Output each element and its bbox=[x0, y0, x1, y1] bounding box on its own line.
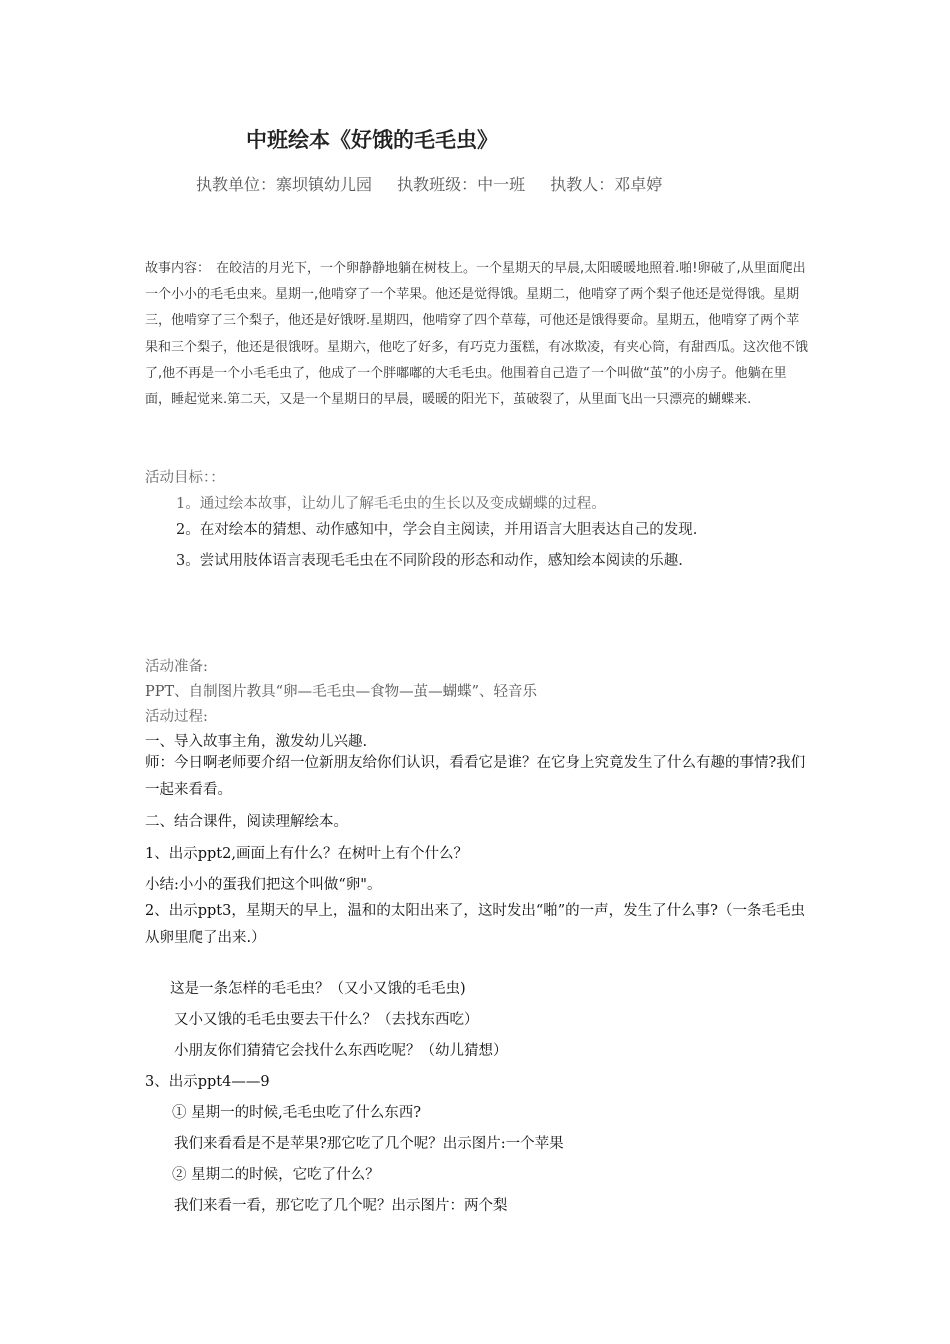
slide-2-question: 1、出示ppt2,画面上有什么？在树叶上有个什么？ bbox=[145, 846, 468, 862]
goal-item-3: 3。尝试用肢体语言表现毛毛虫在不同阶段的形态和动作，感知绘本阅读的乐趣. bbox=[176, 553, 683, 569]
page-title: 中班绘本《好饿的毛毛虫》 bbox=[246, 127, 498, 152]
goal-item-2: 2。在对绘本的猜想、动作感知中，学会自主阅读，并用语言大胆表达自己的发现. bbox=[176, 522, 698, 538]
slide-2-summary: 小结:小小的蛋我们把这个叫做“卵"。 bbox=[145, 877, 382, 893]
story-label: 故事内容： bbox=[145, 261, 211, 276]
question-2: 又小又饿的毛毛虫要去干什么？（去找东西吃） bbox=[174, 1012, 479, 1028]
goal-item-1: 1。通过绘本故事，让幼儿了解毛毛虫的生长以及变成蝴蝶的过程。 bbox=[176, 496, 606, 512]
lesson-meta bbox=[196, 172, 682, 195]
story-text: 在皎洁的月光下，一个卵静静地躺在树枝上。一个星期天的早晨,太阳暖暖地照着.啪!卵破了,从里面爬出一个小小的毛毛虫来。星期一,他啃穿了一个苹果。他还是觉得饿。星期二，他啃穿了两个梨子他还是觉得饿。星期三，他啃穿了三个梨子，他还是好饿呀.星期四，他啃穿了四个草莓，可他还是饿得要命。星期五，他啃穿了两个苹果和三个梨子，他还是很饿呀。星期六，他吃了好多，有巧克力蛋糕，有冰欺凌，有夹心筒，有甜西瓜。这次他不饿了,他不再是一个小毛毛虫了，他成了一个胖嘟嘟的大毛毛虫。他围着自己造了一个叫做“茧”的小房子。他躺在里面，睡起觉来.第二天，又是一个星期日的早晨，暖暖的阳光下，茧破裂了，从里面飞出一只漂亮的蝴蝶来. bbox=[145, 261, 809, 408]
question-3: 小朋友你们猜猜它会找什么东西吃呢？（幼儿猜想） bbox=[174, 1043, 508, 1059]
prep-text: PPT、自制图片教具“卵—毛毛虫—食物—茧—蝴蝶”、轻音乐 bbox=[145, 684, 538, 700]
prep-label: 活动准备: bbox=[145, 659, 208, 675]
monday-question: ① 星期一的时候,毛毛虫吃了什么东西? bbox=[172, 1105, 421, 1121]
step1-title: 一、导入故事主角，激发幼儿兴趣. bbox=[145, 734, 368, 750]
teaching-unit: 执教单位：寨坝镇幼儿园 bbox=[196, 175, 373, 194]
slides-4-9: 3、出示ppt4——9 bbox=[145, 1074, 270, 1090]
tuesday-answer: 我们来看一看，那它吃了几个呢？出示图片：两个梨 bbox=[174, 1198, 508, 1214]
tuesday-question: ② 星期二的时候，它吃了什么？ bbox=[172, 1167, 380, 1183]
monday-answer: 我们来看看是不是苹果?那它吃了几个呢？出示图片:一个苹果 bbox=[174, 1136, 564, 1152]
slide-3-question: 2、出示ppt3，星期天的早上，温和的太阳出来了，这时发出“啪”的一声，发生了什么事?（一条毛毛虫从卵里爬了出来.） bbox=[145, 903, 805, 946]
step2-title: 二、结合课件，阅读理解绘本。 bbox=[145, 814, 348, 830]
process-label: 活动过程: bbox=[145, 709, 208, 725]
teaching-class: 执教班级：中一班 bbox=[397, 175, 526, 194]
step1-text: 师：今日啊老师要介绍一位新朋友给你们认识，看看它是谁？在它身上究竟发生了什么有趣的事情?我们一起来看看。 bbox=[145, 755, 806, 798]
goals-label: 活动目标：： bbox=[145, 470, 225, 486]
question-1: 这是一条怎样的毛毛虫？（又小又饿的毛毛虫) bbox=[170, 981, 466, 997]
teacher-name: 执教人：邓卓婷 bbox=[550, 175, 663, 194]
story-content bbox=[145, 256, 810, 413]
